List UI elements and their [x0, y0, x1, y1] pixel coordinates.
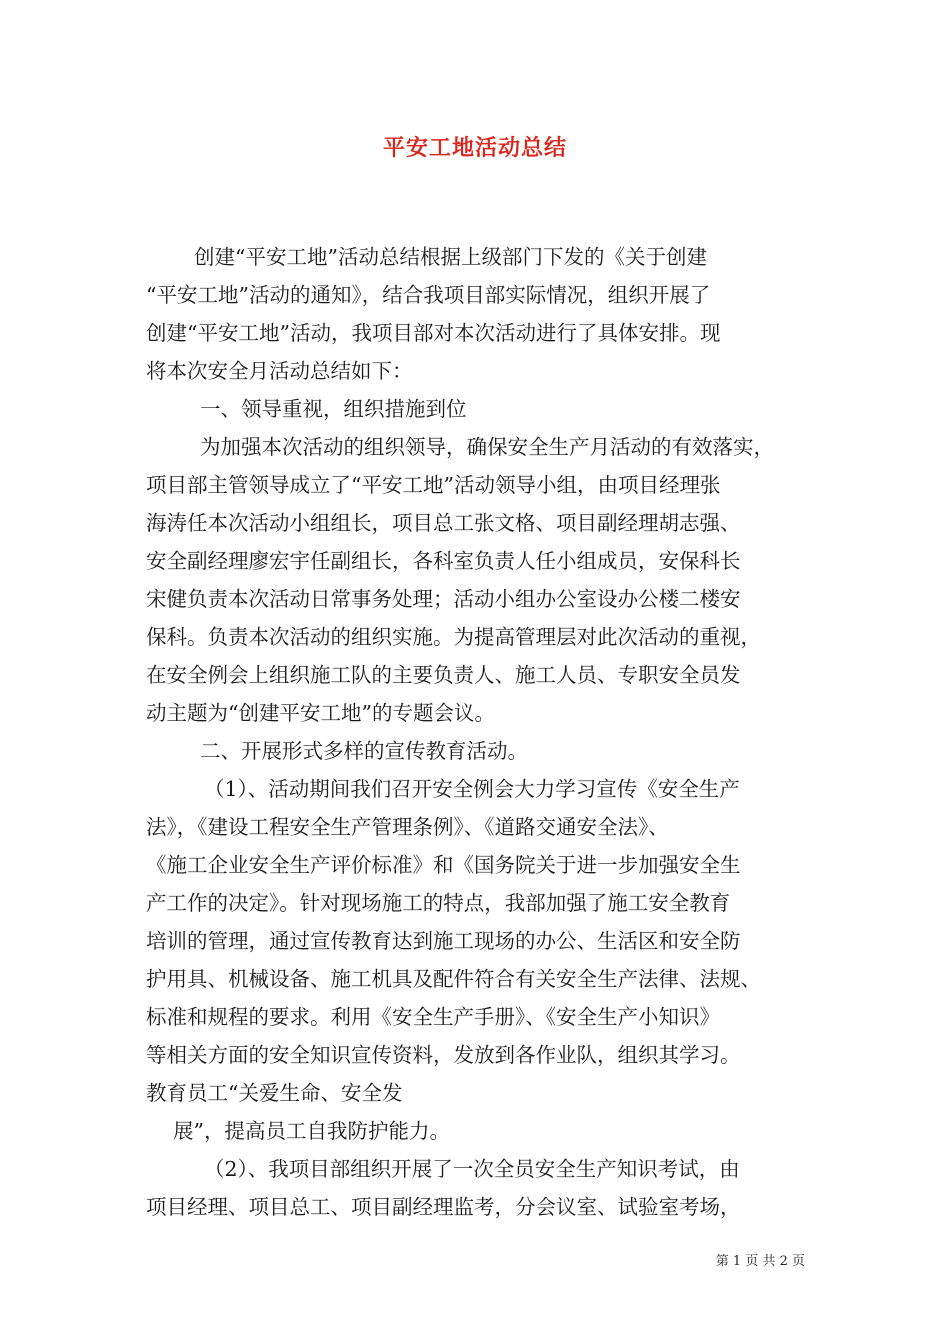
text-line: （2）、我项目部组织开展了一次全员安全生产知识考试，由 — [204, 1157, 740, 1181]
text-line: 创建“平安工地”活动，我项目部对本次活动进行了具体安排。现 — [146, 321, 721, 345]
text-line: （1）、活动期间我们召开安全例会大力学习宣传《安全生产 — [204, 777, 740, 801]
text-line: 项目经理、项目总工、项目副经理监考，分会议室、试验室考场， — [146, 1195, 741, 1219]
section-heading: 二、开展形式多样的宣传教育活动。 — [200, 739, 528, 763]
text-line: 《施工企业安全生产评价标准》和《国务院关于进一步加强安全生 — [146, 853, 741, 877]
text-line: 将本次安全月活动总结如下： — [146, 359, 413, 383]
text-line: 展”，提高员工自我防护能力。 — [173, 1119, 450, 1143]
text-line: 创建“平安工地”活动总结根据上级部门下发的《关于创建 — [194, 245, 707, 269]
text-line: 产工作的决定》。针对现场施工的特点，我部加强了施工安全教育 — [146, 891, 731, 915]
text-line: 海涛任本次活动小组组长，项目总工张文格、项目副经理胡志强、 — [146, 511, 741, 535]
page-number: 第 1 页 共 2 页 — [715, 1254, 805, 1269]
text-line: 在安全例会上组织施工队的主要负责人、施工人员、专职安全员发 — [146, 663, 741, 687]
text-line: “平安工地”活动的通知》，结合我项目部实际情况，组织开展了 — [146, 283, 711, 307]
text-line: 安全副经理廖宏宇任副组长，各科室负责人任小组成员，安保科长 — [146, 549, 741, 573]
text-line: 为加强本次活动的组织领导，确保安全生产月活动的有效落实， — [200, 435, 774, 459]
text-line: 等相关方面的安全知识宣传资料，发放到各作业队，组织其学习。 — [146, 1043, 741, 1067]
text-line: 项目部主管领导成立了“平安工地”活动领导小组，由项目经理张 — [146, 473, 721, 497]
text-line: 护用具、机械设备、施工机具及配件符合有关安全生产法律、法规、 — [146, 967, 761, 991]
text-line: 动主题为“创建平安工地”的专题会议。 — [146, 701, 495, 725]
section-heading: 一、领导重视，组织措施到位 — [200, 397, 467, 421]
text-line: 保科。负责本次活动的组织实施。为提高管理层对此次活动的重视， — [146, 625, 761, 649]
text-line: 培训的管理，通过宣传教育达到施工现场的办公、生活区和安全防 — [146, 929, 741, 953]
text-line: 法》，《建设工程安全生产管理条例》、《道路交通安全法》、 — [146, 815, 669, 839]
text-line: 宋健负责本次活动日常事务处理；活动小组办公室设办公楼二楼安 — [146, 587, 741, 611]
document-title: 平安工地活动总结 — [382, 135, 567, 161]
text-line: 标准和规程的要求。利用《安全生产手册》、《安全生产小知识》 — [146, 1005, 720, 1029]
text-line: 教育员工“关爱生命、安全发 — [146, 1081, 403, 1105]
